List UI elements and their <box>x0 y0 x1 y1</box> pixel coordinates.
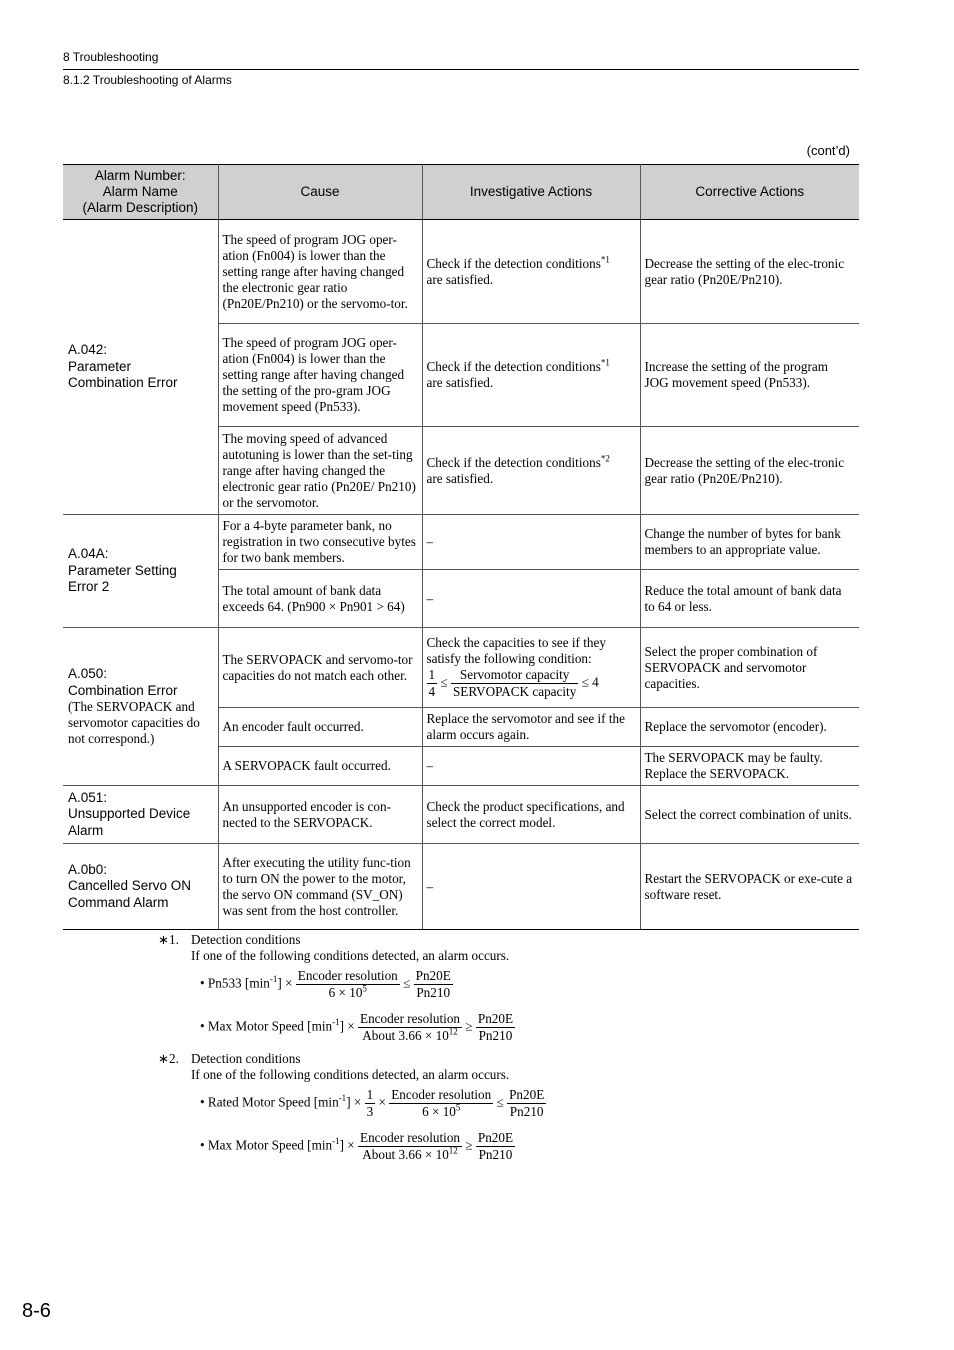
investigative-cell: Check if the detection conditions$^{*1}$ are satisfied. <box>422 324 640 427</box>
corrective-cell: Select the proper combination of SERVOPACK and servomotor capacities. <box>640 628 859 708</box>
corrective-cell: Restart the SERVOPACK or exe-cute a software reset. <box>640 844 859 930</box>
cause-cell: After executing the utility func-tion to turn ON the power to the motor, the servo ON command (SV_ON) was sent from the host controller. <box>218 844 422 930</box>
footnote-2-condition-1: • Rated Motor Speed $[\min^{-1}]$ × $\frac{1}{3}$ × $\frac{\text{Encoder resolution}}{6 \times 10^5}$ ≤ $\frac{Pn20E}{Pn210}$ <box>200 1087 545 1119</box>
corrective-cell: Decrease the setting of the elec-tronic gear ratio (Pn20E/Pn210). <box>640 427 859 515</box>
continued-label: (cont’d) <box>806 143 850 158</box>
cause-cell: The speed of program JOG oper-ation (Fn004) is lower than the setting range after having changed the setting of the pro-gram JOG movement speed (Pn533). <box>218 324 422 427</box>
table-row <box>63 786 859 844</box>
section-title: 8.1.2 Troubleshooting of Alarms <box>63 73 232 87</box>
capacity-condition-formula: $\frac{1}{4}$ ≤ $\frac{\text{Servomotor capacity}}{\text{SERVOPACK capacity}}$ ≤ 4 <box>428 667 599 699</box>
footnote-1: ∗1. Detection conditions If one of the following conditions detected, an alarm occurs. <box>158 932 510 963</box>
footnote-1-condition-1: • Pn533 $[\min^{-1}]$ × $\frac{\text{Encoder resolution}}{6 \times 10^5}$ ≤ $\frac{Pn20E}{Pn210}$ <box>200 968 451 1000</box>
header-alarm: Alarm Number: Alarm Name (Alarm Description) <box>63 165 218 220</box>
table-row <box>63 844 859 930</box>
header-cause: Cause <box>218 165 422 220</box>
alarm-a051: A.051: Unsupported Device Alarm <box>63 786 218 844</box>
table-row <box>63 515 859 570</box>
header-corrective: Corrective Actions <box>640 165 859 220</box>
corrective-cell: Change the number of bytes for bank members to an appropriate value. <box>640 515 859 570</box>
cause-cell: An encoder fault occurred. <box>218 708 422 747</box>
cause-cell: The total amount of bank data exceeds 64. (Pn900 × Pn901 > 64) <box>218 570 422 628</box>
corrective-cell: Replace the servomotor (encoder). <box>640 708 859 747</box>
footnote-1-condition-2: • Max Motor Speed $[\min^{-1}]$ × $\frac{\text{Encoder resolution}}{About 3.66 \times 10^{12}}$ ≥ $\frac{Pn20E}{Pn210}$ <box>200 1011 514 1043</box>
investigative-cell: Check the product specifications, and select the correct model. <box>422 786 640 844</box>
header-rule <box>63 69 859 70</box>
alarm-a050: A.050: Combination Error (The SERVOPACK and servomotor capacities do not correspond.) <box>63 628 218 786</box>
alarm-a0b0: A.0b0: Cancelled Servo ON Command Alarm <box>63 844 218 930</box>
cause-cell: The moving speed of advanced autotuning is lower than the set-ting range after having changed the electronic gear ratio (Pn20E/ Pn210) or the servomotor. <box>218 427 422 515</box>
header-investigative: Investigative Actions <box>422 165 640 220</box>
cause-cell: For a 4-byte parameter bank, no registration in two consecutive bytes for two bank members. <box>218 515 422 570</box>
investigative-cell: Check if the detection conditions$^{*2}$ are satisfied. <box>422 427 640 515</box>
corrective-cell: Decrease the setting of the elec-tronic gear ratio (Pn20E/Pn210). <box>640 220 859 324</box>
alarm-table <box>63 164 859 930</box>
corrective-cell: Reduce the total amount of bank data to 64 or less. <box>640 570 859 628</box>
investigative-cell: Replace the servomotor and see if the alarm occurs again. <box>422 708 640 747</box>
table-header-row <box>63 165 859 220</box>
corrective-cell: Increase the setting of the program JOG movement speed (Pn533). <box>640 324 859 427</box>
cause-cell: The speed of program JOG oper-ation (Fn004) is lower than the setting range after having changed the electronic gear ratio (Pn20E/Pn210) or the servomo-tor. <box>218 220 422 324</box>
cause-cell: The SERVOPACK and servomo-tor capacities do not match each other. <box>218 628 422 708</box>
page-number: 8-6 <box>22 1300 51 1322</box>
investigative-cell: – <box>422 747 640 786</box>
investigative-cell: Check the capacities to see if they satisfy the following condition: $\frac{1}{4}$ ≤ $\frac{\text{Servomotor capacity}}{\text{SERVOPACK capacity}}$ ≤ 4 <box>422 628 640 708</box>
investigative-cell: Check if the detection conditions$^{*1}$ are satisfied. <box>422 220 640 324</box>
alarm-a042: A.042: Parameter Combination Error <box>63 220 218 515</box>
corrective-cell: Select the correct combination of units. <box>640 786 859 844</box>
chapter-title: 8 Troubleshooting <box>63 50 159 64</box>
alarm-a04a: A.04A: Parameter Setting Error 2 <box>63 515 218 628</box>
table-row <box>63 220 859 324</box>
cause-cell: A SERVOPACK fault occurred. <box>218 747 422 786</box>
footnote-2-condition-2: • Max Motor Speed $[\min^{-1}]$ × $\frac{\text{Encoder resolution}}{About 3.66 \times 10^{12}}$ ≥ $\frac{Pn20E}{Pn210}$ <box>200 1130 514 1162</box>
cause-cell: An unsupported encoder is con-nected to the SERVOPACK. <box>218 786 422 844</box>
investigative-cell: – <box>422 515 640 570</box>
table-row <box>63 628 859 708</box>
corrective-cell: The SERVOPACK may be faulty. Replace the SERVOPACK. <box>640 747 859 786</box>
investigative-cell: – <box>422 844 640 930</box>
footnote-2: ∗2. Detection conditions If one of the following conditions detected, an alarm occurs. <box>158 1051 510 1082</box>
investigative-cell: – <box>422 570 640 628</box>
